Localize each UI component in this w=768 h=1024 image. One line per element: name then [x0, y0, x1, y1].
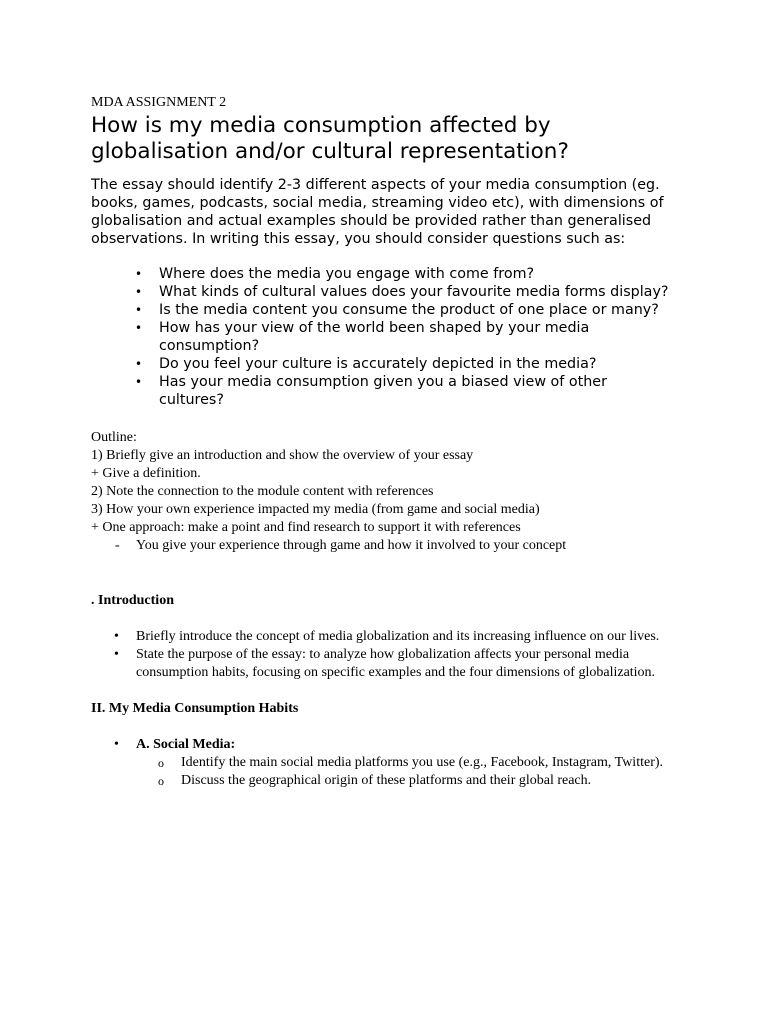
intro-paragraph: The essay should identify 2-3 different aspects of your media consumption (eg. books, games, podcasts, social media, streaming video etc), with dimensions of globalisation and actual examples should be provided rather than generalised observations. In writing this essay, you should consider questions such as:	[91, 177, 664, 247]
list-item	[136, 736, 672, 790]
assignment-header: MDA ASSIGNMENT 2	[91, 95, 227, 110]
list-item: • How has your view of the world been shaped by your media consumption?	[159, 319, 672, 355]
dash-item-text: You give your experience through game and how it involved to your concept	[136, 538, 567, 553]
outline-line: 3) How your own experience impacted my media (from game and social media)	[91, 502, 540, 517]
social-media-title: A. Social Media:	[136, 737, 236, 752]
outline-dash-item	[91, 537, 672, 555]
outline-heading: Outline:	[91, 430, 137, 445]
list-item: o Discuss the geographical origin of these platforms and their global reach.	[181, 772, 672, 790]
list-item: o Identify the main social media platforms you use (e.g., Facebook, Instagram, Twitter).	[181, 754, 672, 772]
list-item: • Do you feel your culture is accurately depicted in the media?	[159, 355, 672, 373]
dash-marker: -	[115, 538, 120, 553]
page-title: How is my media consumption affected by globalisation and/or cultural representation?	[91, 113, 569, 164]
outline-line: 1) Briefly give an introduction and show the overview of your essay	[91, 448, 474, 463]
outline-line: + Give a definition.	[91, 466, 201, 481]
outline-line: 2) Note the connection to the module content with references	[91, 484, 434, 499]
outline-section	[91, 429, 672, 555]
outline-line: + One approach: make a point and find research to support it with references	[91, 520, 521, 535]
questions-list	[91, 265, 672, 409]
list-item: • Where does the media you engage with come from?	[159, 265, 672, 283]
list-item: • Is the media content you consume the product of one place or many?	[159, 301, 672, 319]
habits-heading: II. My Media Consumption Habits	[91, 701, 299, 716]
habits-list	[91, 736, 672, 790]
list-item: • Has your media consumption given you a biased view of other cultures?	[159, 373, 672, 409]
list-item: • Briefly introduce the concept of media globalization and its increasing influence on our lives.	[136, 628, 672, 646]
social-media-sublist	[136, 754, 672, 790]
list-item: • What kinds of cultural values does your favourite media forms display?	[159, 283, 672, 301]
introduction-heading: . Introduction	[91, 593, 174, 608]
list-item: • State the purpose of the essay: to analyze how globalization affects your personal media consumption habits, focusing on specific examples and the four dimensions of globalization.	[136, 646, 672, 682]
introduction-list	[91, 628, 672, 682]
